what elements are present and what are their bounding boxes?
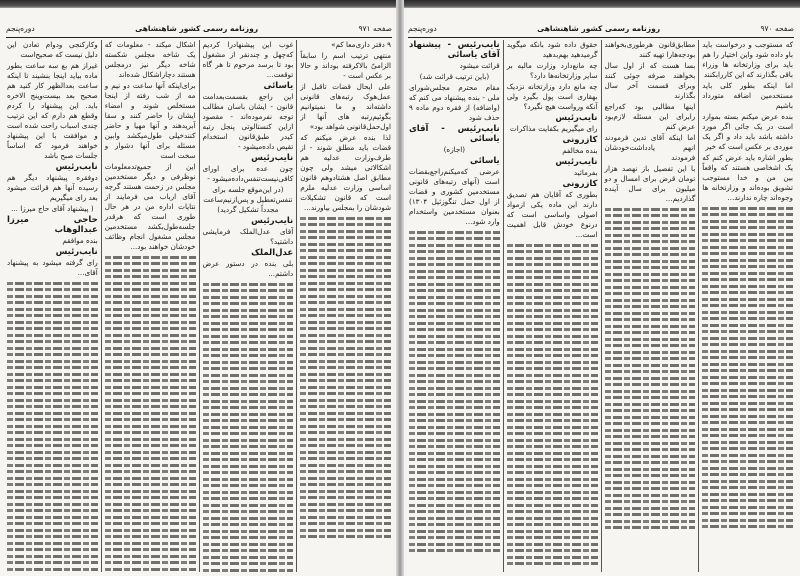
text-column	[504, 40, 602, 572]
paragraph: بنده مخالفم	[562, 146, 598, 155]
illegible-text-lines	[507, 244, 598, 566]
speaker-name: نایب‌رئیس - پیشنهاد آقای یاسائی	[409, 40, 500, 60]
text-column	[602, 40, 700, 572]
paragraph: رای میگیریم بکفایت مذاکرات	[510, 124, 598, 133]
page-header	[6, 22, 392, 34]
paragraph: حقوق داده شود بانکه میگوید گرمیدهید بهم‌بدهید	[506, 40, 598, 59]
speaker-name: نایب‌رئیس	[55, 247, 98, 257]
newspaper-title: روزنامه رسمی کشور شاهنشاهی	[537, 23, 661, 33]
speaker-name: نایب‌رئیس	[55, 162, 98, 172]
paragraph: اشکال میکند - معلومات که یک شاخه مجلس شکسته شاخه دیگر نیز درمجلس هستند دچاراشکال شده‌اند	[104, 40, 196, 79]
paragraph: آقای عدل‌الملک فرمایشی داشتید؟	[202, 227, 294, 246]
paragraph: چون عده برای اورای کافی‌نیست‌تنفس‌داده‌میشود -	[202, 164, 294, 183]
speaker-name: کازرونی	[562, 179, 598, 189]
page-header	[408, 22, 794, 34]
paragraph: لذا بنده عرض میکنم که قضات باید مطلق شوند - از طرف‌وزارت عدلیه هم اشکالاتی میشد ولی چون مطابق اصل هشتادوهم قانون اساسی وزارت عدلیه ملزم است که قانون تشکیلات شودشان را بمجلس بیاورند...	[300, 133, 391, 212]
illegible-text-lines	[203, 283, 294, 573]
text-column	[406, 40, 504, 572]
illegible-text-lines	[300, 217, 391, 539]
newspaper-page-right	[402, 8, 800, 576]
paragraph: ( پیشنهاد آقای حاج میرزا ...	[11, 204, 94, 213]
page-number: صفحه ۹۷۰	[760, 23, 794, 33]
speaker-name: نایب‌رئیس	[555, 157, 598, 167]
paragraph: چه مانع دارد وزارتخانه نزدیک بهقاری است پول بگیرد ولی آنکه ورواست هیچ نگیرد؟	[506, 82, 598, 111]
paragraph: عرضی که‌میکنم‌راجع‌بقضات است (آنهای رتبه‌های قانونی مستخدمین کشوری و قضات از اول حمل تنگوزئیل ۱۳۰۴) بعنوان مستخدمین واستخدام وارد شود...	[409, 167, 500, 226]
paragraph: (باین ترتیب قرائت شد)	[419, 72, 490, 81]
speaker-name: نایب‌رئیس	[555, 113, 598, 123]
paragraph: بطور اشاره باید عرض کنم که یک اشخاصی هستند که واقعاً بین من و خدا مستوجب تشویق بوده‌اند و وزارتخانه ها وجوه‌اند چاره ندارند...	[702, 153, 793, 202]
text-columns	[406, 40, 796, 572]
text-column	[4, 40, 102, 572]
paragraph: برای‌اینکه آنها ساعت دو‌ نیم و مه از شب رفته از اینجا مستخلص شوند و امضاء ایشان را حاضر کنند و سقا آبرید‌هند و آنها مهیا و حاضر کنند‌خیلی طول‌میکشد وابین مسئله برای آنها دشوار و سخت است	[104, 81, 196, 160]
illegible-text-lines	[7, 282, 98, 573]
speaker-name: حاجی میرزا عبدالوهاب	[7, 215, 98, 235]
paragraph: مقام محترم مجلس‌شورای ملی - بنده پیشنهاد می کنم که (واضافه) از فقره دوم ماده ۹ حذف شود	[409, 83, 500, 122]
header-rule	[6, 37, 392, 38]
paragraph: بلی بنده در دستور عرض داشتم...	[202, 259, 294, 278]
text-column	[200, 40, 298, 572]
speaker-name: نایب‌رئیس	[251, 153, 294, 163]
speaker-name: نایب‌رئیس - آقای یاسائی	[409, 124, 500, 144]
page-gutter	[396, 0, 404, 576]
speaker-name: عدل‌الملک	[251, 248, 294, 258]
paragraph: که مستوجب و درخواست باید باو داده شود واین اختیار را هم باید برای وزارتخانه ها وزراء باقی بگذارند که این کاررابکنند	[702, 40, 793, 79]
newspaper-title: روزنامه رسمی کشور شاهنشاهی	[135, 23, 259, 33]
paragraph: قرائت میشود	[459, 61, 500, 70]
header-rule	[408, 37, 794, 38]
paragraph: اما اینکه بطور کلی باید مستخدمین اضافه متورداد باشیم	[702, 81, 793, 110]
speaker-name: یاسائی	[263, 81, 294, 91]
paragraph: علی ایحال قضات تاقبل از عمل‌هوک رتبه‌های قانونی داشته‌اند و ما نمیتوانیم بگوئیم‌رتبه های آنها از اول‌حمل‌قانونی شواهد بود»	[300, 82, 391, 131]
paragraph: منتهی ترتیب اسم را سابقاً الزامیّ بالاکرفته بوداند و حالا بر عکس است -	[300, 51, 391, 80]
paragraph: با این تفصیل باز نهصد هزار تومان قرض برای امسال و دو میلیون برای سال آینده گذاردیم...	[604, 164, 696, 203]
text-column	[102, 40, 200, 572]
paragraph: بفرمائید	[573, 168, 598, 177]
paragraph: غیراز هم بع سه ساعت بطور ماده بیاید اینجا بنشیند تا اینکه ساعت بعدالظهر کار کنید هم صحیح بعد بیست‌وپنج الاخره باید. این پیشنهاد را کردم وقطع هم دارم که این ترتیب چندی اسباب راحت شده است و موافقت با این پیشنهاد خواهند فرمود که اساساً جلسات صبح باشد	[7, 61, 98, 160]
text-columns	[4, 40, 394, 572]
paragraph: رای گرفته میشود به پیشنهاد آقای...	[7, 258, 98, 277]
paragraph: این راجع بقسمت‌بعدامت قانون - ایشان باسان مطالب توجه نفرموده‌اند - مقصود ازاین کنستالوتی پنجل رتبه کیدر طبق‌قانون استخدام تقیص داده‌میشود -	[202, 92, 294, 151]
paragraph: بسا هست که از اول سال بخواهند صرفه جوئی کنند وبرای قسمت آخر سال بگذارند	[604, 61, 696, 100]
paragraph: بنده موافقم	[62, 236, 98, 245]
illegible-text-lines	[702, 207, 793, 529]
volume-label: دوره‌پنجم	[408, 23, 437, 33]
text-column	[297, 40, 394, 572]
volume-label: دوره‌پنجم	[6, 23, 35, 33]
newspaper-page-left	[0, 8, 398, 576]
paragraph: وکارکنجی ودوام تعادن این دلیل نیست که صحیح‌است	[7, 40, 98, 59]
paragraph: اینها مطالبی بود که‌راجع رابرای این مسئله لازم‌بود عرض کنم	[604, 102, 696, 131]
paragraph: غوب این پیشنهادرا کردیم که‌چهل و چندنفر از مشغول بود تا برسد مرحوم تا هر گاه توقعت...	[202, 40, 294, 79]
illegible-text-lines	[105, 256, 196, 573]
paragraph: دوفقره پیشنهاد دیگر هم رسیده آنها هم قرائت میشود بعد رای میگیریم	[7, 173, 98, 202]
speaker-name: کازرونی	[562, 135, 598, 145]
speaker-name: نایب‌رئیس	[251, 216, 294, 226]
page-number: صفحه ۹۷۱	[358, 23, 392, 33]
illegible-text-lines	[605, 208, 696, 530]
paragraph: (در این‌موقع جلسه برای تنفس‌تعطیل و پس‌ازنیم‌ساعت مجدداً تشکیل گردید)	[203, 185, 293, 214]
illegible-text-lines	[409, 231, 500, 553]
paragraph: (اجازه)	[443, 145, 466, 154]
paragraph: چه مانع‌دارد وزارت مالیه بر سایر وزارتخانه‌ها دارد؟	[506, 61, 598, 80]
speaker-name: یاسائی	[470, 156, 500, 166]
paragraph: بنده عرض میکنم بسته بموارد است در یک جائی اگر مورد داشته باشد باید داد و اگر یک موردی بر عکس است که خیر	[702, 112, 793, 151]
text-column	[699, 40, 796, 572]
paragraph: ۹ دفتر داری‌معا کم»	[331, 40, 391, 49]
paragraph: بطوری که آقایان هم تصدیق دارند این ماده یکی ازمواد اصولی واساسی است که درنوع خودش قابل اهمیت است...	[506, 190, 598, 239]
paragraph: اما اینکه آقای تدین فرمودند انهم یادداشت‌خودشان فرمودند	[604, 133, 696, 162]
paragraph: مطابق‌قانون هرطوری‌بخواهند بودجه‌هارا تهیه کنند	[604, 40, 696, 59]
paragraph: این از جمیع‌تدمعلومات نوظرفی و دیگر مستخدمین مجلس در زحمت هستند گرچه آقای ارباب می فرمایند از نتایات اداره من در هر حال طوری است که هرقدر جلسه‌طول‌بکشد مستخدمین مجلس مشغول انجام وظائف خودشان خواهند بود...	[104, 162, 196, 251]
